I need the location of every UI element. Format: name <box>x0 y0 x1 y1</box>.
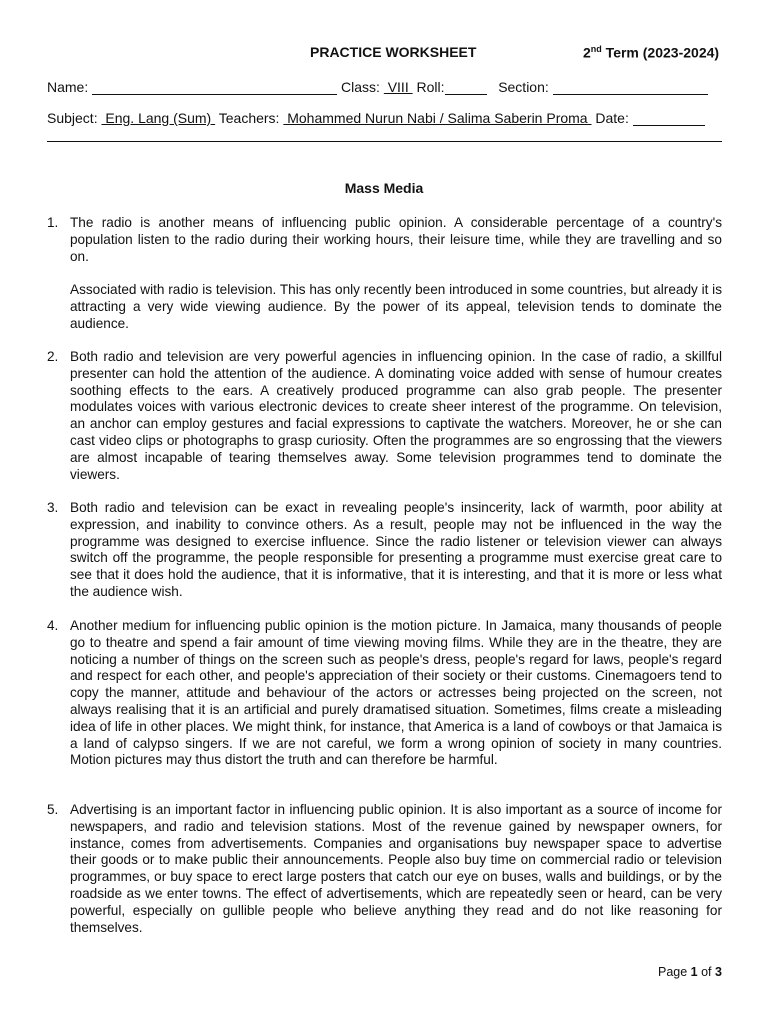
teachers-label: Teachers: <box>218 110 280 126</box>
subject-label: Subject: <box>47 110 98 126</box>
item-number: 5. <box>47 802 59 817</box>
item-paragraph: Advertising is an important factor in influencing public opinion. It is also important as a source of income for newspapers, and radio and television stations. Most of the revenue gained by newspaper owners, for instance, comes from advertisements. Companies and organisations buy newspaper space to advertise their goods or to make public their announcements. People also buy time on commercial radio or television programmes, or buy space to erect large posters that catch our eye on buses, walls and buildings, or by the roadside as we enter towns. The effect of advertisements, which are repeatedly seen or heard, can be very powerful, especially on gullible people who believe anything they read and do not like reasoning for themselves. <box>70 802 722 935</box>
term-ordinal: 2 <box>583 44 591 61</box>
name-field[interactable] <box>92 80 337 95</box>
question-item <box>47 215 722 349</box>
subject-value: Eng. Lang (Sum) <box>101 110 216 126</box>
question-item <box>47 500 722 618</box>
question-item <box>47 349 722 500</box>
item-number: 1. <box>47 215 59 230</box>
item-paragraph: Both radio and television can be exact in revealing people's insincerity, lack of warmth, poor ability at expression, and inability to convince others. As a result, people may not be influenced in the way the programme was designed to exercise influence. Since the radio listener or television viewer can always switch off the programme, the people responsible for presenting a programme must exercise great care to see that it does hold the audience, that it is informative, that it is interesting, and that it is more or less what the audience wish. <box>70 500 722 599</box>
section-heading: Mass Media <box>344 180 424 196</box>
teachers-value: Mohammed Nurun Nabi / Salima Saberin Proma <box>283 110 592 126</box>
question-item <box>47 618 722 786</box>
current-page: 1 <box>690 965 698 979</box>
section-label: Section: <box>498 79 549 95</box>
worksheet-title: PRACTICE WORKSHEET <box>310 44 477 60</box>
term-suffix: nd <box>590 44 602 54</box>
subject-info-row <box>47 110 705 126</box>
item-number: 2. <box>47 349 59 364</box>
item-paragraph: The radio is another means of influencing public opinion. A considerable percentage of a country's population listen to the radio during their working hours, their leisure time, while they are travelling and so on. <box>70 215 722 264</box>
class-value: VIII <box>383 79 413 95</box>
header-divider <box>47 141 722 142</box>
class-label: Class: <box>341 79 380 95</box>
date-label: Date: <box>595 110 629 126</box>
term-text: Term (2023-2024) <box>601 44 720 61</box>
term-label <box>583 44 719 61</box>
roll-field[interactable] <box>445 80 487 95</box>
item-paragraph: Another medium for influencing public opinion is the motion picture. In Jamaica, many thousands of people go to theatre and spend a fair amount of time viewing moving films. While they are in the theatre, they are noticing a number of things on the screen such as people's dress, people's regard for laws, people's regard and respect for each other, and people's appreciation of their society or their customs. Cinemagoers tend to copy the manner, attitude and behaviour of the actors or actresses being projected on the screen, not always realising that it is an artificial and purely dramatised situation. Sometimes, films create a misleading idea of life in other places. We might think, for instance, that America is a land of cowboys or that Jamaica is a land of calypso singers. If we are not careful, we form a wrong opinion of society in many countries. Motion pictures may thus distort the truth and can therefore be harmful. <box>70 618 722 768</box>
item-number: 4. <box>47 618 59 633</box>
name-label: Name: <box>47 79 89 95</box>
section-field[interactable] <box>553 80 708 95</box>
date-field[interactable] <box>633 111 705 126</box>
of-label: of <box>697 965 715 979</box>
roll-label: Roll: <box>416 79 445 95</box>
item-paragraph: Associated with radio is television. This has only recently been introduced in some countries, but already it is attracting a very wide viewing audience. By the power of its appeal, television tends to dominate the audience. <box>70 282 722 331</box>
item-paragraph: Both radio and television are very powerful agencies in influencing opinion. In the case of radio, a skillful presenter can hold the attention of the audience. A dominating voice added with sense of humour creates soothing effects to the ears. A creatively produced programme can also grab people. The presenter modulates voices with various electronic devices to create sheer interest of the programme. On television, an anchor can employ gestures and facial expressions to captivate the watchers. Moreover, he or she can cast video clips or photographs to grasp curiosity. Often the programmes are so engrossing that the viewers are almost incapable of tearing themselves away. Some television programmes tend to dominate the viewers. <box>70 349 722 482</box>
total-pages: 3 <box>715 965 722 979</box>
page-label: Page <box>658 965 691 979</box>
page-number <box>658 965 722 979</box>
question-item <box>47 802 722 953</box>
student-info-row <box>47 79 708 95</box>
item-number: 3. <box>47 500 59 515</box>
